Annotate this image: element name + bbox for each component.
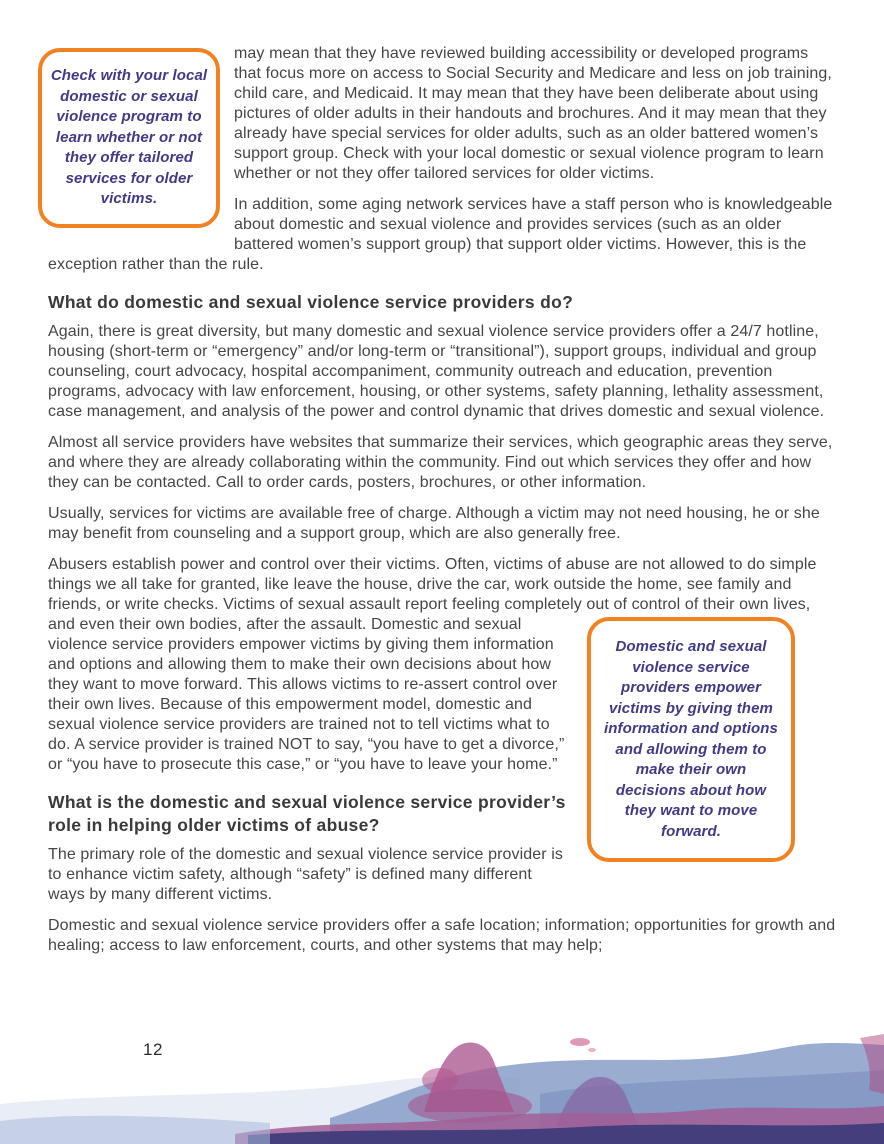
heading-provider-role: What is the domestic and sexual violence service provider’s role in helping older victims of abuse? bbox=[48, 792, 566, 835]
watercolor-footer-image bbox=[0, 1020, 884, 1144]
intro-paragraph-2: In addition, some aging network services have a staff person who is knowledgeable about domestic and sexual violence and provides services (such as an older battered women’s support group) that support older victims. However, this is the exception rather than the rule. bbox=[48, 196, 833, 273]
empowerment-paragraph-part-a: Abusers establish power and control over their victims. Often, victims of abuse are not allowed to do simple things we all take for granted, like leave the house, drive the car, work outside the home, see family and friends, or write checks. Victims of sexual assault report feeling completely out of control of bbox=[48, 556, 817, 613]
providers-do-paragraph-1: Again, there is great diversity, but many domestic and sexual violence service providers offer a 24/7 hotline, housing (short-term or “emergency” and/or long-term or “transitional”), support groups, individual and group counseling, court advocacy, hospital accompaniment, community outreach and education, prevention programs, advocacy with law enforcement, housing, or other systems, safety planning, lethality assessment, case management, and analysis of the power and control dynamic that drives domestic and sexual violence. bbox=[48, 323, 825, 420]
callout-box-right bbox=[587, 617, 795, 862]
callout-left-text: Check with your local domestic or sexual violence program to learn whether or not they offer tailored services for older victims. bbox=[50, 67, 208, 207]
page-content bbox=[48, 44, 836, 967]
provider-role-paragraph-1: The primary role of the domestic and sexual violence service provider is to enhance victim safety, although “safety” is defined many different ways by many different victims. bbox=[48, 846, 563, 903]
callout-right-text: Domestic and sexual violence service providers empower victims by giving them information and options and allowing them to make their own decisions about how they want to move forward. bbox=[604, 638, 778, 840]
heading-what-providers-do: What do domestic and sexual violence service providers do? bbox=[48, 292, 574, 312]
providers-do-paragraph-3: Usually, services for victims are available free of charge. Although a victim may not need housing, he or she may benefit from counseling and a support group, which are also generally free. bbox=[48, 505, 820, 542]
empowerment-paragraph-part-b: their own lives, and even their own bodies, after the assault. Domestic and sexual violence service providers empower victims by giving them information and options and allowing them to make their own decisions about how they want to move forward. This allows victims to re-assert control over their own lives. Because of this empowerment model, domestic and sexual violence service providers are trained not to tell victims what to do. A service provider is trained NOT to say, “you have to get a divorce,” or “you have to prosecute this case,” or “you have to leave your home.” bbox=[48, 596, 811, 773]
callout-box-left bbox=[38, 48, 220, 228]
page-number: 12 bbox=[143, 1040, 163, 1059]
providers-do-paragraph-2: Almost all service providers have websites that summarize their services, which geographic areas they serve, and where they are already collaborating within the community. Find out which services they offer and how they can be contacted. Call to order cards, posters, brochures, or other information. bbox=[48, 434, 833, 491]
intro-paragraph-1: may mean that they have reviewed building accessibility or developed programs that focus more on access to Social Security and Medicare and less on job training, child care, and Medicaid. It may mean that they have been deliberate about using pictures of older adults in their handouts and brochures. And it may mean that they already have special services for older adults, such as an older battered women’s support group. Check with your local domestic or sexual violence program to learn whether or not they offer tailored services for older victims. bbox=[234, 45, 832, 182]
provider-role-paragraph-2: Domestic and sexual violence service providers offer a safe location; information; opportunities for growth and healing; access to law enforcement, courts, and other systems that may help; bbox=[48, 917, 836, 954]
